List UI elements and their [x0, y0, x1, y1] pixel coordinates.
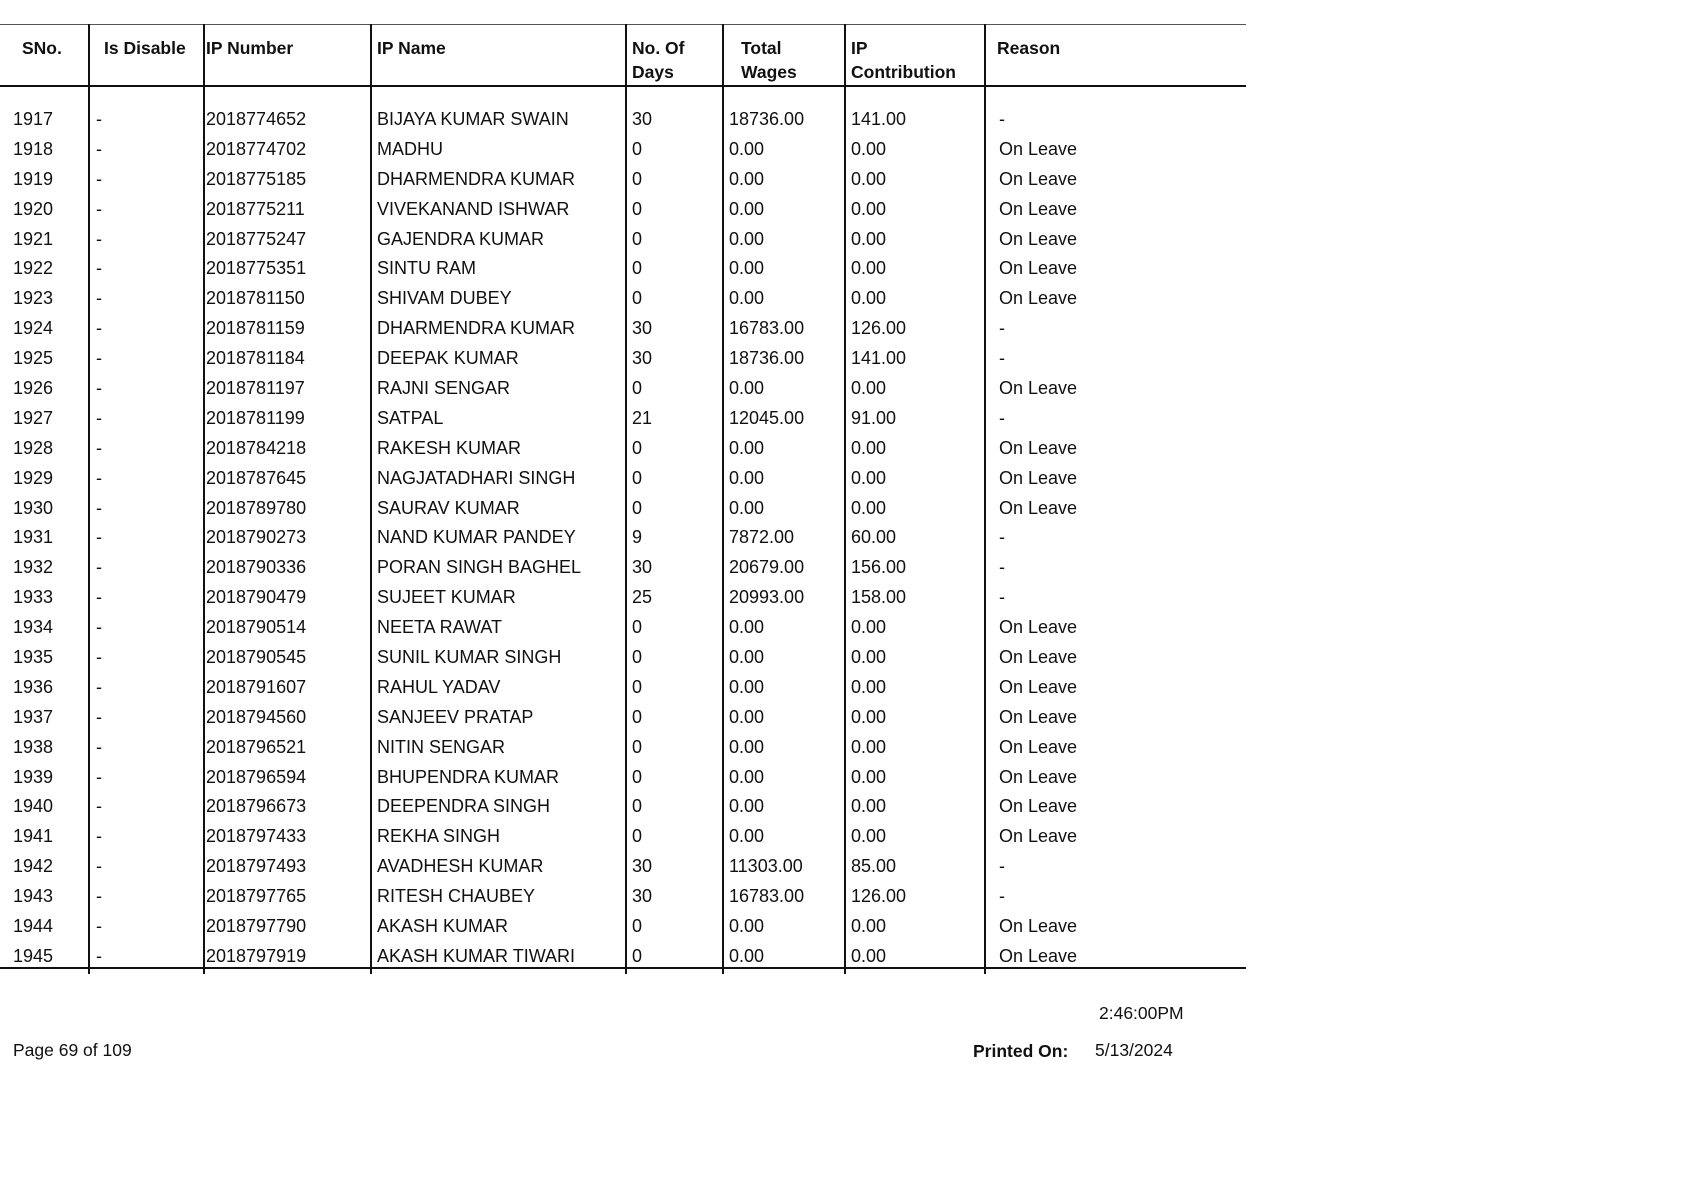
cell-ip-name: VIVEKANAND ISHWAR: [377, 198, 570, 219]
cell-no-of-days: 0: [632, 168, 643, 189]
cell-ip-number: 2018781150: [206, 288, 305, 309]
cell-no-of-days: 30: [632, 557, 653, 578]
cell-ip-contribution: 0.00: [851, 826, 887, 847]
cell-no-of-days: 0: [632, 676, 643, 697]
cell-total-wages: 11303.00: [729, 856, 803, 877]
cell-no-of-days: 30: [632, 109, 653, 129]
cell-sno: 1941: [13, 826, 54, 847]
cell-no-of-days: 0: [632, 916, 643, 937]
cell-reason: On Leave: [999, 766, 1078, 787]
cell-total-wages: 0.00: [729, 378, 765, 399]
header-ip-contribution: IP Contribution: [851, 38, 956, 82]
page-number: Page 69 of 109: [13, 1040, 132, 1060]
cell-ip-contribution: 0.00: [851, 796, 887, 817]
cell-ip-number: 2018787645: [206, 467, 307, 488]
cell-ip-contribution: 60.00: [851, 527, 897, 548]
cell-sno: 1942: [13, 856, 54, 877]
cell-ip-contribution: 0.00: [851, 617, 887, 638]
cell-ip-name: RAHUL YADAV: [377, 676, 501, 697]
cell-total-wages: 0.00: [729, 288, 765, 309]
cell-is-disable: -: [96, 766, 102, 787]
cell-is-disable: -: [96, 497, 102, 518]
cell-sno: 1936: [13, 676, 54, 697]
cell-ip-number: 2018796521: [206, 736, 307, 757]
cell-sno: 1922: [13, 258, 54, 279]
cell-total-wages: 0.00: [729, 258, 765, 279]
cell-total-wages: 0.00: [729, 736, 765, 757]
cell-is-disable: -: [96, 138, 102, 159]
cell-ip-name: DHARMENDRA KUMAR: [377, 318, 576, 339]
cell-total-wages: 0.00: [729, 796, 765, 817]
cell-ip-contribution: 0.00: [851, 706, 887, 727]
cell-is-disable: -: [96, 617, 102, 638]
cell-sno: 1937: [13, 706, 54, 727]
cell-reason: -: [999, 348, 1005, 369]
cell-ip-contribution: 0.00: [851, 138, 887, 159]
cell-reason: On Leave: [999, 706, 1078, 727]
table-row: [0, 881, 1246, 911]
cell-is-disable: -: [96, 676, 102, 697]
cell-ip-contribution: 85.00: [851, 856, 897, 877]
cell-ip-number: 2018781199: [206, 407, 305, 428]
cell-total-wages: 0.00: [729, 467, 765, 488]
cell-ip-name: PORAN SINGH BAGHEL: [377, 557, 582, 578]
cell-ip-name: SAURAV KUMAR: [377, 497, 520, 518]
cell-ip-contribution: 0.00: [851, 378, 887, 399]
cell-reason: On Leave: [999, 826, 1078, 847]
cell-ip-name: SANJEEV PRATAP: [377, 706, 534, 727]
cell-no-of-days: 0: [632, 766, 643, 787]
cell-ip-name: AKASH KUMAR: [377, 916, 509, 937]
table-row: [0, 762, 1246, 792]
table-row: [0, 851, 1246, 881]
cell-is-disable: -: [96, 109, 102, 129]
cell-ip-name: SINTU RAM: [377, 258, 476, 279]
cell-total-wages: 0.00: [729, 168, 765, 189]
cell-ip-number: 2018796673: [206, 796, 307, 817]
cell-ip-number: 2018774652: [206, 109, 307, 129]
cell-is-disable: -: [96, 288, 102, 309]
table-row: [0, 702, 1246, 732]
cell-no-of-days: 0: [632, 138, 643, 159]
cell-sno: 1940: [13, 796, 54, 817]
cell-ip-contribution: 0.00: [851, 916, 887, 937]
cell-reason: -: [999, 557, 1005, 578]
cell-total-wages: 18736.00: [729, 109, 805, 129]
cell-is-disable: -: [96, 258, 102, 279]
printed-on-label: Printed On:: [973, 1041, 1069, 1061]
cell-ip-contribution: 156.00: [851, 557, 907, 578]
cell-sno: 1932: [13, 557, 54, 578]
table-row: [0, 313, 1246, 343]
cell-ip-name: NEETA RAWAT: [377, 617, 503, 638]
cell-is-disable: -: [96, 467, 102, 488]
table-row: [0, 343, 1246, 373]
cell-ip-contribution: 0.00: [851, 766, 887, 787]
cell-ip-name: GAJENDRA KUMAR: [377, 228, 545, 249]
cell-no-of-days: 0: [632, 437, 643, 458]
cell-no-of-days: 0: [632, 945, 643, 966]
cell-reason: -: [999, 109, 1005, 129]
cell-total-wages: 0.00: [729, 228, 765, 249]
cell-reason: On Leave: [999, 467, 1078, 488]
cell-no-of-days: 30: [632, 348, 653, 369]
cell-ip-number: 2018797919: [206, 945, 307, 966]
cell-ip-contribution: 141.00: [851, 109, 907, 129]
cell-no-of-days: 0: [632, 198, 643, 219]
cell-no-of-days: 25: [632, 587, 653, 608]
header-is-disable: Is Disable: [104, 38, 186, 58]
cell-no-of-days: 0: [632, 796, 643, 817]
cell-ip-name: SUNIL KUMAR SINGH: [377, 647, 562, 668]
cell-ip-number: 2018797765: [206, 886, 307, 907]
table-row: [0, 672, 1246, 702]
cell-ip-number: 2018790479: [206, 587, 307, 608]
cell-total-wages: 0.00: [729, 437, 765, 458]
cell-total-wages: 16783.00: [729, 886, 805, 907]
cell-no-of-days: 0: [632, 497, 643, 518]
cell-total-wages: 0.00: [729, 826, 765, 847]
cell-ip-name: DEEPAK KUMAR: [377, 348, 519, 369]
cell-is-disable: -: [96, 916, 102, 937]
cell-ip-number: 2018797493: [206, 856, 307, 877]
cell-total-wages: 0.00: [729, 676, 765, 697]
cell-sno: 1935: [13, 647, 54, 668]
cell-ip-name: BHUPENDRA KUMAR: [377, 766, 560, 787]
cell-reason: -: [999, 527, 1005, 548]
cell-is-disable: -: [96, 856, 102, 877]
cell-reason: On Leave: [999, 497, 1078, 518]
table-row: [0, 642, 1246, 672]
header-ip-name: IP Name: [377, 38, 446, 58]
cell-ip-name: AVADHESH KUMAR: [377, 856, 544, 877]
contribution-table: [0, 24, 1246, 969]
cell-ip-number: 2018789780: [206, 497, 307, 518]
table-row: [0, 403, 1246, 433]
table-row: [0, 522, 1246, 552]
table-body: [0, 104, 1246, 971]
table-row: [0, 164, 1246, 194]
printed-time: 2:46:00PM: [1099, 1003, 1184, 1023]
cell-reason: On Leave: [999, 736, 1078, 757]
cell-ip-contribution: 0.00: [851, 228, 887, 249]
cell-sno: 1939: [13, 766, 54, 787]
cell-ip-name: RITESH CHAUBEY: [377, 886, 536, 907]
table-row: [0, 224, 1246, 254]
table-row: [0, 582, 1246, 612]
cell-is-disable: -: [96, 945, 102, 966]
cell-reason: On Leave: [999, 647, 1078, 668]
cell-sno: 1923: [13, 288, 54, 309]
cell-reason: On Leave: [999, 168, 1078, 189]
cell-is-disable: -: [96, 886, 102, 907]
cell-no-of-days: 0: [632, 228, 643, 249]
table-row: [0, 791, 1246, 821]
cell-ip-name: NAND KUMAR PANDEY: [377, 527, 576, 548]
cell-no-of-days: 0: [632, 647, 643, 668]
cell-reason: On Leave: [999, 916, 1078, 937]
cell-ip-number: 2018775211: [206, 198, 305, 219]
cell-is-disable: -: [96, 228, 102, 249]
cell-is-disable: -: [96, 407, 102, 428]
table-row: [0, 194, 1246, 224]
cell-ip-number: 2018790514: [206, 617, 307, 638]
cell-reason: On Leave: [999, 198, 1078, 219]
table-row: [0, 104, 1246, 134]
cell-total-wages: 0.00: [729, 766, 765, 787]
cell-ip-number: 2018781184: [206, 348, 305, 369]
cell-ip-contribution: 158.00: [851, 587, 907, 608]
cell-ip-contribution: 0.00: [851, 437, 887, 458]
cell-ip-name: DHARMENDRA KUMAR: [377, 168, 576, 189]
cell-ip-contribution: 0.00: [851, 676, 887, 697]
cell-reason: -: [999, 856, 1005, 877]
cell-reason: On Leave: [999, 378, 1078, 399]
cell-ip-contribution: 126.00: [851, 886, 907, 907]
cell-sno: 1933: [13, 587, 54, 608]
cell-reason: -: [999, 886, 1005, 907]
cell-is-disable: -: [96, 706, 102, 727]
header-bottom-rule: [0, 85, 1246, 87]
table-row: [0, 821, 1246, 851]
cell-ip-contribution: 0.00: [851, 168, 887, 189]
cell-ip-number: 2018797790: [206, 916, 307, 937]
table-row: [0, 463, 1246, 493]
cell-reason: On Leave: [999, 228, 1078, 249]
cell-reason: On Leave: [999, 258, 1078, 279]
header-ip-number: IP Number: [206, 38, 294, 58]
cell-sno: 1918: [13, 138, 54, 159]
cell-no-of-days: 0: [632, 288, 643, 309]
cell-is-disable: -: [96, 437, 102, 458]
cell-ip-number: 2018791607: [206, 676, 307, 697]
cell-reason: -: [999, 587, 1005, 608]
table-top-rule: [0, 24, 1246, 25]
cell-ip-number: 2018781197: [206, 378, 305, 399]
cell-ip-number: 2018781159: [206, 318, 305, 339]
cell-ip-name: SATPAL: [377, 407, 444, 428]
cell-sno: 1920: [13, 198, 54, 219]
cell-sno: 1925: [13, 348, 54, 369]
cell-sno: 1943: [13, 886, 54, 907]
cell-sno: 1927: [13, 407, 54, 428]
cell-ip-contribution: 0.00: [851, 945, 887, 966]
cell-total-wages: 20679.00: [729, 557, 805, 578]
cell-reason: On Leave: [999, 796, 1078, 817]
cell-ip-number: 2018774702: [206, 138, 307, 159]
cell-sno: 1938: [13, 736, 54, 757]
cell-ip-name: SUJEET KUMAR: [377, 587, 516, 608]
cell-sno: 1917: [13, 109, 54, 129]
cell-total-wages: 12045.00: [729, 407, 805, 428]
table-row: [0, 612, 1246, 642]
cell-total-wages: 0.00: [729, 706, 765, 727]
table-row: [0, 941, 1246, 971]
cell-no-of-days: 0: [632, 736, 643, 757]
cell-no-of-days: 0: [632, 258, 643, 279]
cell-is-disable: -: [96, 378, 102, 399]
cell-ip-contribution: 0.00: [851, 736, 887, 757]
cell-sno: 1928: [13, 437, 54, 458]
cell-total-wages: 7872.00: [729, 527, 795, 548]
table-row: [0, 373, 1246, 403]
cell-ip-number: 2018790273: [206, 527, 307, 548]
cell-sno: 1926: [13, 378, 54, 399]
cell-no-of-days: 0: [632, 826, 643, 847]
table-row: [0, 433, 1246, 463]
table-row: [0, 732, 1246, 762]
cell-ip-name: NITIN SENGAR: [377, 736, 506, 757]
cell-no-of-days: 21: [632, 407, 653, 428]
cell-no-of-days: 0: [632, 706, 643, 727]
cell-ip-name: REKHA SINGH: [377, 826, 501, 847]
cell-sno: 1934: [13, 617, 54, 638]
cell-total-wages: 0.00: [729, 945, 765, 966]
cell-ip-name: MADHU: [377, 138, 443, 159]
cell-ip-number: 2018794560: [206, 706, 307, 727]
cell-total-wages: 0.00: [729, 138, 765, 159]
cell-ip-contribution: 141.00: [851, 348, 907, 369]
cell-no-of-days: 0: [632, 617, 643, 638]
table-row: [0, 493, 1246, 523]
cell-is-disable: -: [96, 348, 102, 369]
cell-reason: -: [999, 318, 1005, 339]
cell-sno: 1929: [13, 467, 54, 488]
cell-ip-number: 2018775185: [206, 168, 307, 189]
cell-is-disable: -: [96, 796, 102, 817]
header-reason: Reason: [997, 38, 1061, 58]
cell-sno: 1924: [13, 318, 54, 339]
table-row: [0, 253, 1246, 283]
cell-ip-name: SHIVAM DUBEY: [377, 288, 512, 309]
cell-ip-number: 2018796594: [206, 766, 307, 787]
cell-no-of-days: 30: [632, 886, 653, 907]
cell-reason: On Leave: [999, 676, 1078, 697]
cell-ip-contribution: 0.00: [851, 647, 887, 668]
table-row: [0, 134, 1246, 164]
cell-is-disable: -: [96, 736, 102, 757]
cell-ip-contribution: 0.00: [851, 198, 887, 219]
cell-is-disable: -: [96, 318, 102, 339]
cell-ip-name: RAJNI SENGAR: [377, 378, 511, 399]
cell-reason: On Leave: [999, 437, 1078, 458]
cell-sno: 1944: [13, 916, 54, 937]
cell-is-disable: -: [96, 647, 102, 668]
cell-ip-number: 2018797433: [206, 826, 307, 847]
header-total-wages: Total Wages: [741, 38, 797, 82]
cell-is-disable: -: [96, 168, 102, 189]
cell-no-of-days: 0: [632, 378, 643, 399]
cell-ip-name: DEEPENDRA SINGH: [377, 796, 551, 817]
cell-ip-contribution: 126.00: [851, 318, 907, 339]
cell-total-wages: 0.00: [729, 916, 765, 937]
table-row: [0, 552, 1246, 582]
cell-reason: On Leave: [999, 945, 1078, 966]
cell-total-wages: 0.00: [729, 497, 765, 518]
cell-ip-name: RAKESH KUMAR: [377, 437, 522, 458]
header-no-of-days: No. Of Days: [632, 38, 685, 82]
cell-total-wages: 18736.00: [729, 348, 805, 369]
cell-ip-name: BIJAYA KUMAR SWAIN: [377, 109, 569, 129]
cell-reason: On Leave: [999, 138, 1078, 159]
cell-ip-number: 2018790545: [206, 647, 307, 668]
cell-ip-number: 2018775351: [206, 258, 307, 279]
cell-total-wages: 0.00: [729, 198, 765, 219]
cell-sno: 1921: [13, 228, 54, 249]
cell-sno: 1945: [13, 945, 54, 966]
cell-ip-contribution: 0.00: [851, 288, 887, 309]
cell-is-disable: -: [96, 826, 102, 847]
cell-reason: On Leave: [999, 288, 1078, 309]
cell-ip-number: 2018775247: [206, 228, 307, 249]
cell-sno: 1919: [13, 168, 54, 189]
cell-total-wages: 0.00: [729, 617, 765, 638]
cell-is-disable: -: [96, 557, 102, 578]
cell-reason: On Leave: [999, 617, 1078, 638]
cell-ip-number: 2018784218: [206, 437, 307, 458]
table-row: [0, 283, 1246, 313]
cell-ip-name: AKASH KUMAR TIWARI: [377, 945, 576, 966]
cell-reason: -: [999, 407, 1005, 428]
cell-no-of-days: 0: [632, 467, 643, 488]
cell-sno: 1931: [13, 527, 54, 548]
cell-total-wages: 20993.00: [729, 587, 805, 608]
cell-sno: 1930: [13, 497, 54, 518]
cell-is-disable: -: [96, 198, 102, 219]
table-row: [0, 911, 1246, 941]
cell-no-of-days: 30: [632, 318, 653, 339]
cell-no-of-days: 30: [632, 856, 653, 877]
cell-ip-number: 2018790336: [206, 557, 307, 578]
cell-ip-contribution: 91.00: [851, 407, 897, 428]
cell-ip-contribution: 0.00: [851, 467, 887, 488]
cell-ip-contribution: 0.00: [851, 497, 887, 518]
cell-no-of-days: 9: [632, 527, 643, 548]
printed-date: 5/13/2024: [1095, 1040, 1173, 1060]
cell-ip-contribution: 0.00: [851, 258, 887, 279]
cell-total-wages: 16783.00: [729, 318, 805, 339]
cell-ip-name: NAGJATADHARI SINGH: [377, 467, 576, 488]
cell-is-disable: -: [96, 587, 102, 608]
header-sno: SNo.: [22, 38, 62, 58]
cell-total-wages: 0.00: [729, 647, 765, 668]
cell-is-disable: -: [96, 527, 102, 548]
